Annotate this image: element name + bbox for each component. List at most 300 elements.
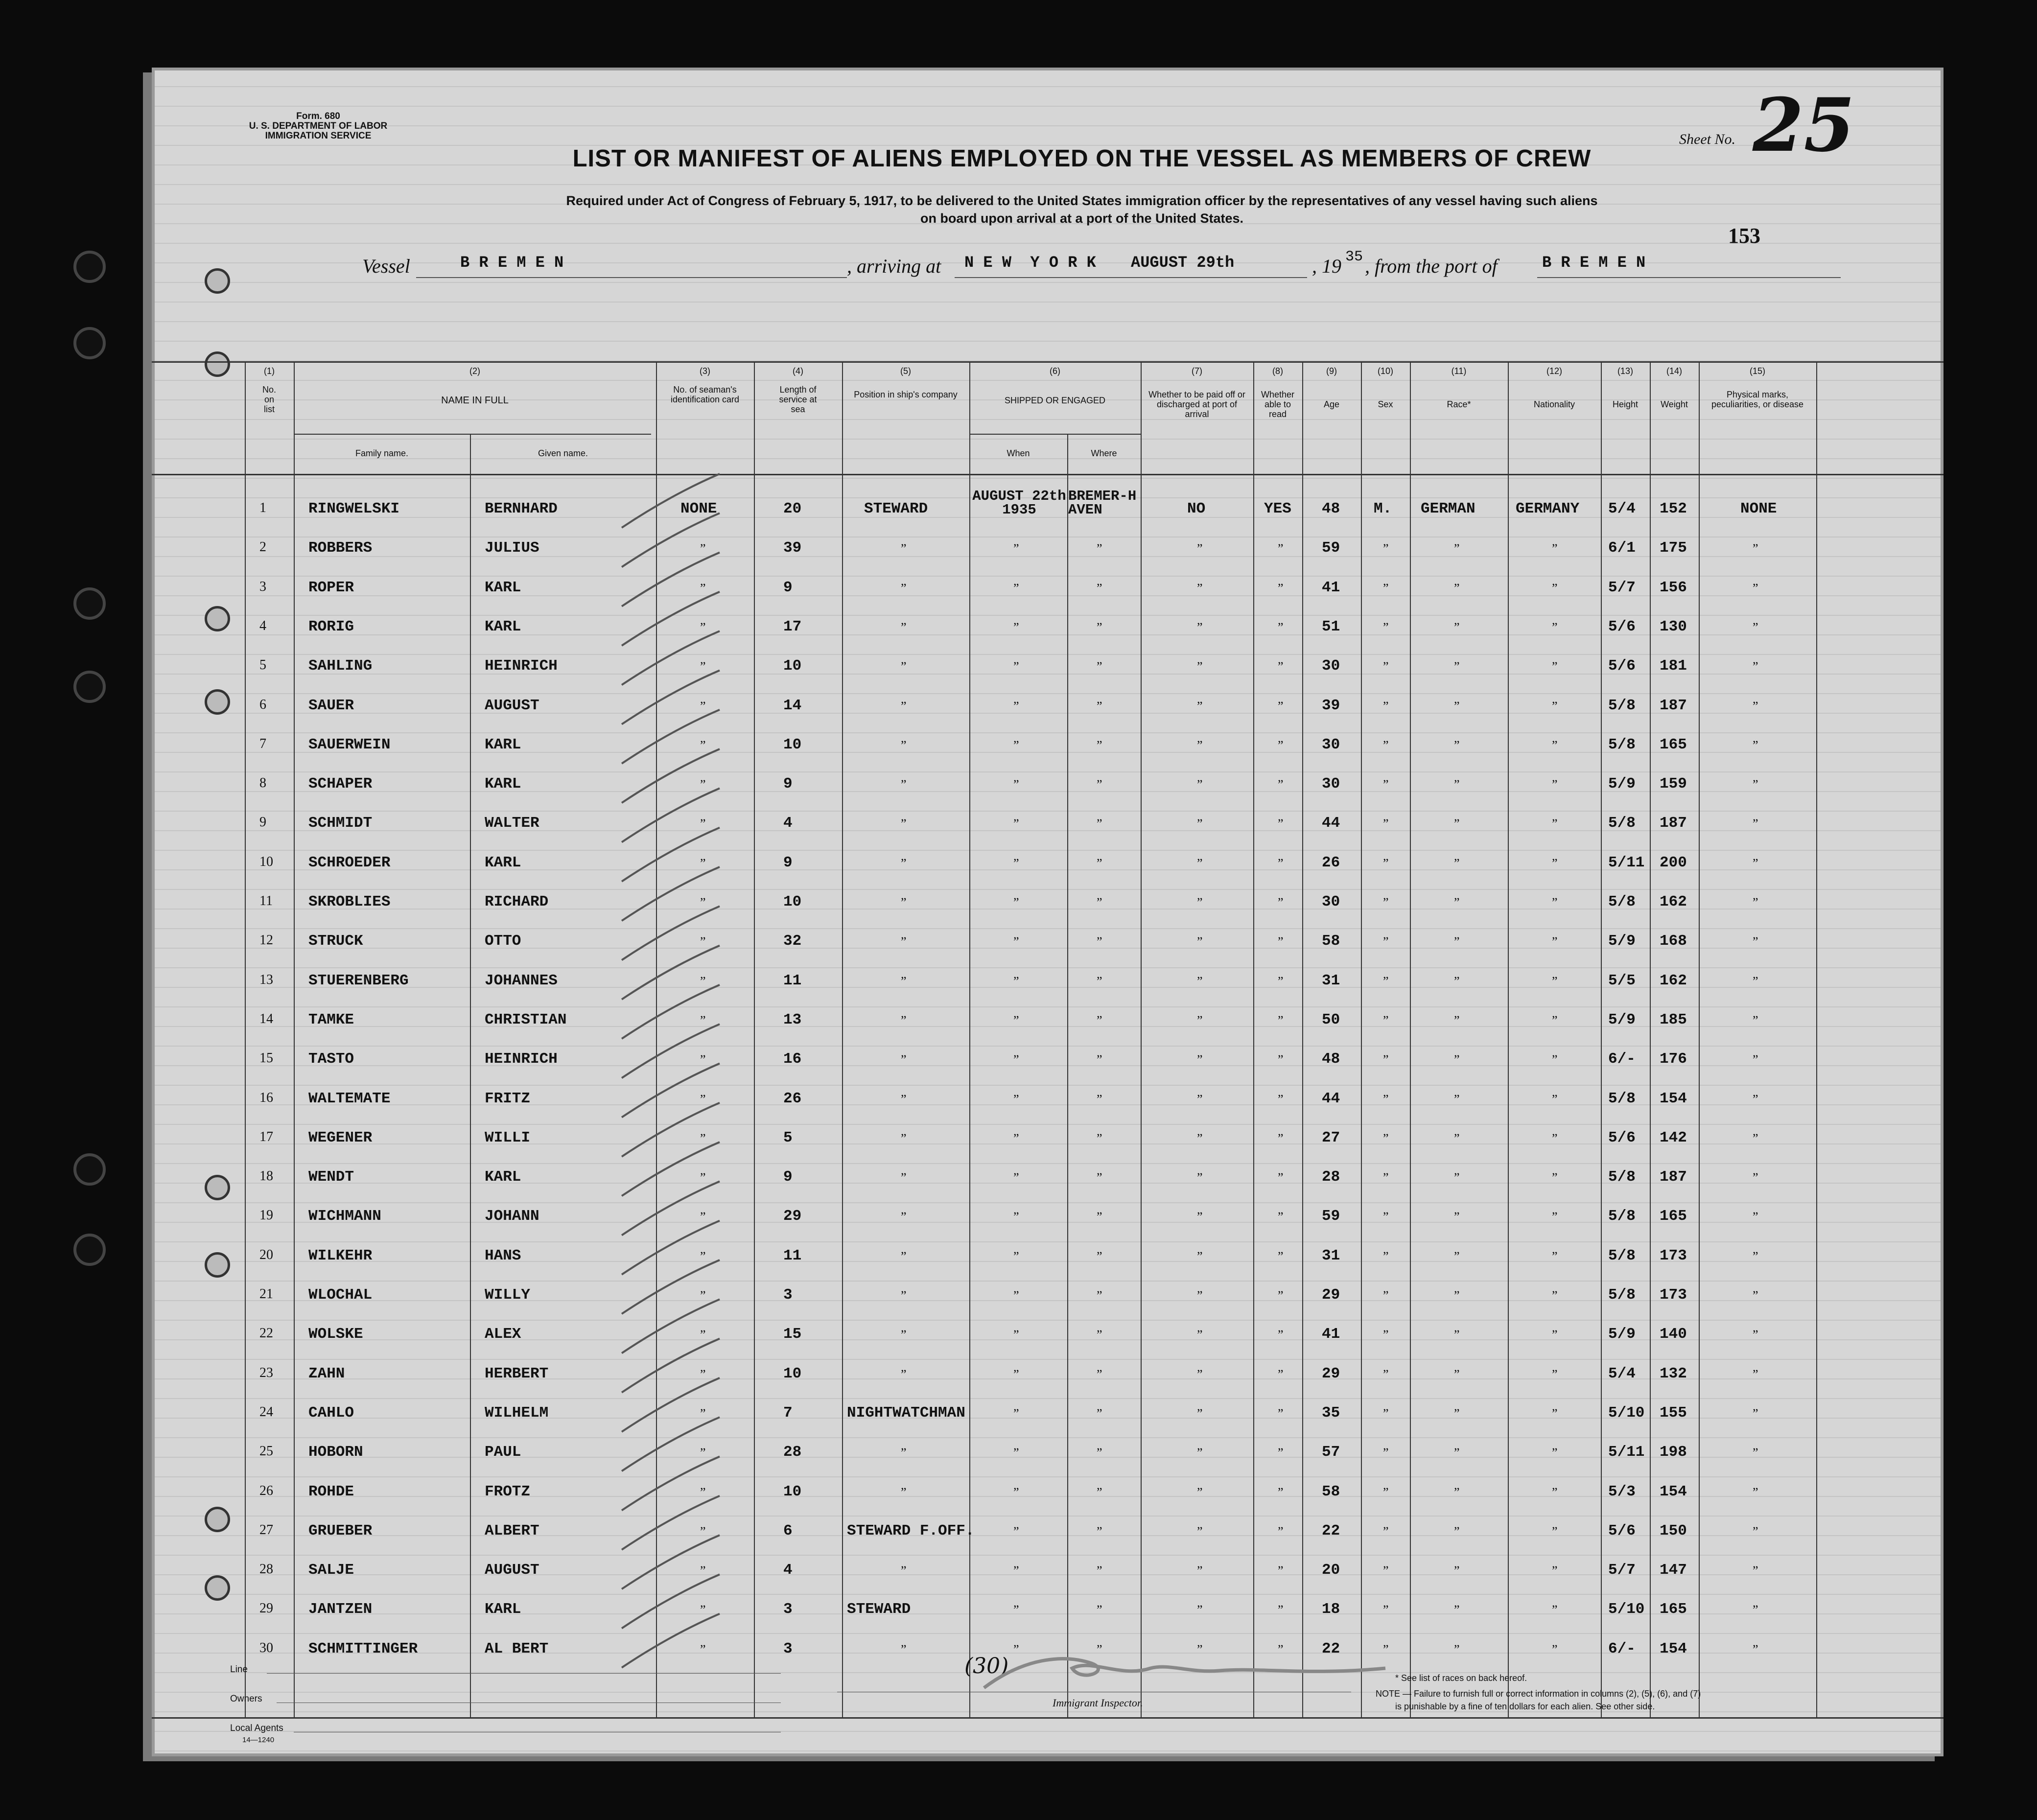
from-port: B R E M E N (1542, 254, 1646, 272)
ditto-mark: ” (1013, 1406, 1019, 1421)
ditto-mark: ” (1278, 1524, 1284, 1539)
age: 50 (1322, 1011, 1340, 1028)
given-name: AL BERT (485, 1640, 549, 1657)
ditto-mark: ” (1552, 1210, 1558, 1224)
age: 58 (1322, 933, 1340, 950)
ditto-mark: ” (1454, 856, 1460, 870)
ditto-mark: ” (1197, 1563, 1203, 1578)
ditto-mark: ” (1197, 620, 1203, 634)
ditto-mark: ” (1013, 1328, 1019, 1342)
weight: 150 (1660, 1522, 1687, 1540)
ditto-mark: ” (1454, 620, 1460, 634)
ditto-mark: ” (700, 1524, 706, 1539)
height: 5/10 (1608, 1404, 1645, 1422)
weight: 176 (1660, 1050, 1687, 1068)
vessel-label: Vessel (362, 255, 410, 277)
ditto-mark: ” (700, 1328, 706, 1342)
weight: 152 (1660, 500, 1687, 517)
ditto-mark: ” (1753, 934, 1758, 949)
ditto-mark: ” (1013, 1524, 1019, 1539)
service-length: 17 (783, 618, 802, 635)
ditto-mark: ” (901, 1642, 907, 1657)
ditto-mark: ” (1454, 1446, 1460, 1460)
binder-hole (73, 587, 106, 620)
ditto-mark: ” (700, 974, 706, 988)
ditto-mark: ” (1552, 541, 1558, 556)
given-name: WILHELM (485, 1404, 549, 1422)
ditto-mark: ” (1197, 895, 1203, 910)
ditto-mark: ” (1753, 620, 1758, 634)
ditto-mark: ” (901, 895, 907, 910)
service-length: 4 (783, 815, 793, 832)
height: 5/6 (1608, 1522, 1636, 1540)
height: 5/4 (1608, 1365, 1636, 1382)
age: 30 (1322, 775, 1340, 793)
ditto-mark: ” (1753, 659, 1758, 674)
service-length: 4 (783, 1562, 793, 1579)
ditto-mark: ” (1278, 1210, 1284, 1224)
page-title: LIST OR MANIFEST OF ALIENS EMPLOYED ON THE VESSEL AS MEMBERS OF CREW (572, 145, 1592, 172)
ditto-mark: ” (1013, 1367, 1019, 1381)
year-suffix: 35 (1345, 249, 1363, 265)
check-mark (622, 1614, 720, 1668)
ditto-mark: ” (1097, 934, 1102, 949)
col-head-no: (1) No. on list (262, 366, 276, 414)
ditto-mark: ” (1383, 1210, 1389, 1224)
ditto-mark: ” (1097, 1485, 1102, 1499)
ditto-mark: ” (1552, 856, 1558, 870)
ditto-mark: ” (700, 1249, 706, 1263)
given-name: ALEX (485, 1326, 521, 1343)
ditto-mark: ” (1454, 1406, 1460, 1421)
ditto-mark: ” (1197, 1446, 1203, 1460)
age: 26 (1322, 854, 1340, 871)
ditto-mark: ” (1383, 699, 1389, 713)
family-name: WEGENER (308, 1129, 373, 1146)
ditto-mark: ” (1013, 1288, 1019, 1303)
service-length: 28 (783, 1444, 802, 1461)
given-name: RICHARD (485, 893, 549, 910)
ditto-mark: ” (1278, 817, 1284, 831)
ditto-mark: ” (1013, 1603, 1019, 1617)
weight: 156 (1660, 579, 1687, 596)
ditto-mark: ” (1097, 1446, 1102, 1460)
row-number: 26 (259, 1483, 273, 1498)
service-length: 10 (783, 1483, 802, 1500)
height: 6/- (1608, 1050, 1636, 1068)
col-head-sex: (10) Sex (1377, 366, 1393, 409)
row-number: 8 (259, 775, 266, 791)
ditto-mark: ” (1197, 659, 1203, 674)
ditto-mark: ” (1013, 1052, 1019, 1067)
service-length: 9 (783, 1168, 793, 1186)
ditto-mark: ” (700, 1406, 706, 1421)
ditto-mark: ” (1097, 738, 1102, 752)
arrival-date: AUGUST 29th (1131, 254, 1235, 272)
subtitle-line-1: Required under Act of Congress of February 5, 1917, to be delivered to the United States immigration officer by the representatives of any vessel having such aliens (566, 193, 1598, 208)
ditto-mark: ” (1383, 817, 1389, 831)
height: 5/11 (1608, 1444, 1645, 1461)
height: 5/8 (1608, 1286, 1636, 1304)
ditto-mark: ” (1278, 1367, 1284, 1381)
ditto-mark: ” (1278, 1131, 1284, 1145)
note-line-2: is punishable by a fine of ten dollars for each alien. See other side. (1395, 1702, 1655, 1711)
row-number: 3 (259, 579, 266, 594)
ditto-mark: ” (1278, 1013, 1284, 1027)
ditto-mark: ” (1383, 581, 1389, 595)
from-port-label: , from the port of (1365, 255, 1498, 277)
given-name: HANS (485, 1247, 521, 1264)
height: 5/10 (1608, 1601, 1645, 1618)
col-head-height: (13) Height (1612, 366, 1639, 409)
ditto-mark: ” (1552, 1524, 1558, 1539)
ditto-mark: ” (1552, 581, 1558, 595)
ditto-mark: ” (1454, 1485, 1460, 1499)
weight: 173 (1660, 1247, 1687, 1264)
ditto-mark: ” (1097, 817, 1102, 831)
row-number: 21 (259, 1286, 273, 1302)
ditto-mark: ” (1383, 1170, 1389, 1185)
ditto-mark: ” (1454, 1092, 1460, 1106)
ditto-mark: ” (1753, 856, 1758, 870)
age: 30 (1322, 736, 1340, 753)
ditto-mark: ” (901, 1249, 907, 1263)
col-head-shipped: (6) SHIPPED OR ENGAGED (1004, 366, 1106, 405)
ditto-mark: ” (1097, 1367, 1102, 1381)
col-head-id-card: (3) No. of seaman's identification card (670, 366, 740, 404)
ditto-mark: ” (1383, 1052, 1389, 1067)
first-row-marks: NONE (1740, 500, 1777, 517)
ditto-mark: ” (1013, 1170, 1019, 1185)
note-line-1: NOTE — Failure to furnish full or correct information in columns (2), (5), (6), and (7) (1376, 1689, 1701, 1699)
row-number: 27 (259, 1522, 273, 1538)
ditto-mark: ” (1097, 1210, 1102, 1224)
ditto-mark: ” (1552, 895, 1558, 910)
given-name: KARL (485, 775, 521, 793)
ditto-mark: ” (1383, 620, 1389, 634)
family-name: SKROBLIES (308, 893, 391, 910)
weight: 140 (1660, 1326, 1687, 1343)
sheet-number: 25 (1753, 82, 1855, 168)
inspector-label: Immigrant Inspector. (1053, 1697, 1143, 1709)
row-number: 19 (259, 1208, 273, 1223)
family-name: TAMKE (308, 1011, 354, 1028)
ditto-mark: ” (1197, 1642, 1203, 1657)
row-number: 14 (259, 1011, 273, 1027)
service-length: 29 (783, 1208, 802, 1225)
ditto-mark: ” (1753, 1052, 1758, 1067)
first-row-read: YES (1264, 500, 1291, 517)
given-name: ALBERT (485, 1522, 539, 1540)
ditto-mark: ” (1552, 1288, 1558, 1303)
ditto-mark: ” (1454, 699, 1460, 713)
ditto-mark: ” (901, 934, 907, 949)
ditto-mark: ” (1197, 1288, 1203, 1303)
ditto-mark: ” (1753, 1485, 1758, 1499)
ditto-mark: ” (1278, 1170, 1284, 1185)
ditto-mark: ” (1454, 581, 1460, 595)
crew-table (152, 361, 1943, 1717)
footer-agents-label: Local Agents (230, 1723, 283, 1733)
service-length: 10 (783, 657, 802, 675)
height: 5/8 (1608, 1168, 1636, 1186)
weight: 168 (1660, 933, 1687, 950)
ditto-mark: ” (901, 699, 907, 713)
ditto-mark: ” (1552, 777, 1558, 792)
ditto-mark: ” (1097, 1170, 1102, 1185)
age: 44 (1322, 815, 1340, 832)
given-name: HERBERT (485, 1365, 549, 1382)
ditto-mark: ” (1278, 1603, 1284, 1617)
ditto-mark: ” (1097, 1642, 1102, 1657)
ditto-mark: ” (1552, 1367, 1558, 1381)
ditto-mark: ” (1197, 817, 1203, 831)
col-head-physical-marks: (15) Physical marks, peculiarities, or disease (1711, 366, 1804, 409)
weight: 132 (1660, 1365, 1687, 1382)
height: 5/7 (1608, 1562, 1636, 1579)
family-name: ROBBERS (308, 539, 373, 557)
service-length: 3 (783, 1286, 793, 1304)
age: 31 (1322, 1247, 1340, 1264)
ditto-mark: ” (901, 1328, 907, 1342)
ditto-mark: ” (1013, 1013, 1019, 1027)
ditto-mark: ” (1013, 620, 1019, 634)
age: 48 (1322, 500, 1340, 517)
ditto-mark: ” (901, 1210, 907, 1224)
binder-hole (73, 251, 106, 283)
ditto-mark: ” (1278, 974, 1284, 988)
service-length: 6 (783, 1522, 793, 1540)
age: 57 (1322, 1444, 1340, 1461)
ditto-mark: ” (1278, 1328, 1284, 1342)
ditto-mark: ” (700, 1210, 706, 1224)
ditto-mark: ” (1013, 1642, 1019, 1657)
height: 5/5 (1608, 972, 1636, 989)
binder-hole (73, 671, 106, 703)
ditto-mark: ” (1097, 1131, 1102, 1145)
ditto-mark: ” (700, 738, 706, 752)
weight: 181 (1660, 657, 1687, 675)
first-row-sex: M. (1374, 500, 1392, 517)
footer-owners-label: Owners (230, 1694, 262, 1704)
ditto-mark: ” (1383, 1092, 1389, 1106)
ditto-mark: ” (1753, 895, 1758, 910)
ditto-mark: ” (1013, 738, 1019, 752)
given-name: PAUL (485, 1444, 521, 1461)
ditto-mark: ” (1197, 1328, 1203, 1342)
ditto-mark: ” (700, 1288, 706, 1303)
ditto-mark: ” (1097, 856, 1102, 870)
weight: 154 (1660, 1090, 1687, 1107)
ditto-mark: ” (1454, 1642, 1460, 1657)
ditto-mark: ” (1097, 581, 1102, 595)
ditto-mark: ” (1383, 1013, 1389, 1027)
ditto-mark: ” (1454, 1288, 1460, 1303)
ditto-mark: ” (1013, 1210, 1019, 1224)
ditto-mark: ” (1454, 1131, 1460, 1145)
service-length: 9 (783, 854, 793, 871)
ditto-mark: ” (1197, 1603, 1203, 1617)
row-number: 7 (259, 736, 266, 751)
ditto-mark: ” (901, 1485, 907, 1499)
subtitle-line-2: on board upon arrival at a port of the United States. (920, 211, 1244, 226)
binder-hole (73, 327, 106, 359)
ditto-mark: ” (1278, 1485, 1284, 1499)
age: 30 (1322, 657, 1340, 675)
row-number: 6 (259, 697, 266, 712)
first-row-position: STEWARD (864, 500, 928, 517)
ditto-mark: ” (1097, 1524, 1102, 1539)
ditto-mark: ” (1097, 974, 1102, 988)
ditto-mark: ” (1097, 1288, 1102, 1303)
family-name: WICHMANN (308, 1208, 381, 1225)
ditto-mark: ” (1097, 1013, 1102, 1027)
ditto-mark: ” (700, 1642, 706, 1657)
first-row-where: BREMER-HAVEN (1068, 488, 1137, 518)
ditto-mark: ” (1197, 1367, 1203, 1381)
ditto-mark: ” (1454, 541, 1460, 556)
ditto-mark: ” (1552, 1328, 1558, 1342)
sheet-label: Sheet No. (1679, 131, 1735, 147)
ditto-mark: ” (1278, 1642, 1284, 1657)
given-name: FROTZ (485, 1483, 531, 1500)
height: 5/9 (1608, 775, 1636, 793)
height: 5/7 (1608, 579, 1636, 596)
weight: 187 (1660, 815, 1687, 832)
ditto-mark: ” (1097, 777, 1102, 792)
ditto-mark: ” (1383, 1563, 1389, 1578)
ditto-mark: ” (1197, 1131, 1203, 1145)
weight: 185 (1660, 1011, 1687, 1028)
row-number: 23 (259, 1365, 273, 1380)
height: 5/8 (1608, 1090, 1636, 1107)
ditto-mark: ” (700, 620, 706, 634)
ditto-mark: ” (1383, 1485, 1389, 1499)
row-number: 25 (259, 1444, 273, 1459)
ditto-mark: ” (1013, 1249, 1019, 1263)
ditto-mark: ” (1013, 1446, 1019, 1460)
ditto-mark: ” (1197, 699, 1203, 713)
ditto-mark: ” (1552, 817, 1558, 831)
age: 22 (1322, 1522, 1340, 1540)
ditto-mark: ” (700, 659, 706, 674)
ditto-mark: ” (901, 1170, 907, 1185)
service-length: 13 (783, 1011, 802, 1028)
service-length: 32 (783, 933, 802, 950)
age: 39 (1322, 697, 1340, 714)
row-number: 20 (259, 1247, 273, 1262)
ditto-mark: ” (1013, 895, 1019, 910)
ditto-mark: ” (1383, 1367, 1389, 1381)
service-length: 26 (783, 1090, 802, 1107)
ditto-mark: ” (901, 1367, 907, 1381)
ditto-mark: ” (1552, 620, 1558, 634)
height: 5/8 (1608, 736, 1636, 753)
age: 30 (1322, 893, 1340, 910)
ditto-mark: ” (1097, 620, 1102, 634)
first-row-when: AUGUST 22th 1935 (972, 488, 1066, 518)
service-length: 10 (783, 1365, 802, 1382)
service-length: 11 (783, 972, 802, 989)
ditto-mark: ” (1753, 974, 1758, 988)
family-name: WALTEMATE (308, 1090, 391, 1107)
given-name: WILLY (485, 1286, 531, 1304)
row-number: 4 (259, 618, 266, 633)
ditto-mark: ” (1197, 738, 1203, 752)
ditto-mark: ” (1197, 581, 1203, 595)
ditto-mark: ” (1753, 699, 1758, 713)
ditto-mark: ” (1013, 541, 1019, 556)
service-length: 15 (783, 1326, 802, 1343)
given-name: KARL (485, 1168, 521, 1186)
ditto-mark: ” (1753, 1131, 1758, 1145)
height: 5/6 (1608, 1129, 1636, 1146)
given-name: BERNHARD (485, 500, 558, 517)
age: 35 (1322, 1404, 1340, 1422)
ditto-mark: ” (901, 659, 907, 674)
ditto-mark: ” (700, 856, 706, 870)
ditto-mark: ” (1383, 1328, 1389, 1342)
family-name: HOBORN (308, 1444, 363, 1461)
ditto-mark: ” (1097, 1563, 1102, 1578)
manifest-sheet (152, 68, 1943, 1756)
weight: 162 (1660, 893, 1687, 910)
family-name: TASTO (308, 1050, 354, 1068)
row-number: 12 (259, 933, 273, 948)
ditto-mark: ” (1197, 1013, 1203, 1027)
ditto-mark: ” (1383, 659, 1389, 674)
family-name: WOLSKE (308, 1326, 363, 1343)
ditto-mark: ” (1552, 1446, 1558, 1460)
ditto-mark: ” (901, 974, 907, 988)
ditto-mark: ” (700, 1563, 706, 1578)
ditto-mark: ” (901, 1131, 907, 1145)
ditto-mark: ” (1197, 1249, 1203, 1263)
row-number: 11 (259, 893, 273, 909)
ditto-mark: ” (1552, 1170, 1558, 1185)
ditto-mark: ” (1383, 1642, 1389, 1657)
ditto-mark: ” (1753, 1013, 1758, 1027)
footer-line-label: Line (230, 1664, 248, 1675)
ditto-mark: ” (1097, 1406, 1102, 1421)
ditto-mark: ” (700, 895, 706, 910)
given-name: HEINRICH (485, 657, 558, 675)
family-name: SALJE (308, 1562, 354, 1579)
age: 18 (1322, 1601, 1340, 1618)
service-length: 3 (783, 1601, 793, 1618)
ditto-mark: ” (1552, 1131, 1558, 1145)
ditto-mark: ” (901, 738, 907, 752)
ditto-mark: ” (1454, 974, 1460, 988)
given-name: WALTER (485, 815, 539, 832)
ditto-mark: ” (1753, 1406, 1758, 1421)
ditto-mark: ” (1454, 777, 1460, 792)
ditto-mark: ” (1197, 777, 1203, 792)
given-name: KARL (485, 736, 521, 753)
age: 28 (1322, 1168, 1340, 1186)
ditto-mark: ” (1753, 581, 1758, 595)
age: 59 (1322, 539, 1340, 557)
ditto-mark: ” (1197, 1524, 1203, 1539)
ditto-mark: ” (1383, 541, 1389, 556)
ditto-mark: ” (700, 1170, 706, 1185)
col-head-nationality: (12) Nationality (1533, 366, 1575, 409)
ditto-mark: ” (1278, 1446, 1284, 1460)
weight: 165 (1660, 1208, 1687, 1225)
ditto-mark: ” (1383, 895, 1389, 910)
ditto-mark: ” (1197, 541, 1203, 556)
ditto-mark: ” (1097, 699, 1102, 713)
